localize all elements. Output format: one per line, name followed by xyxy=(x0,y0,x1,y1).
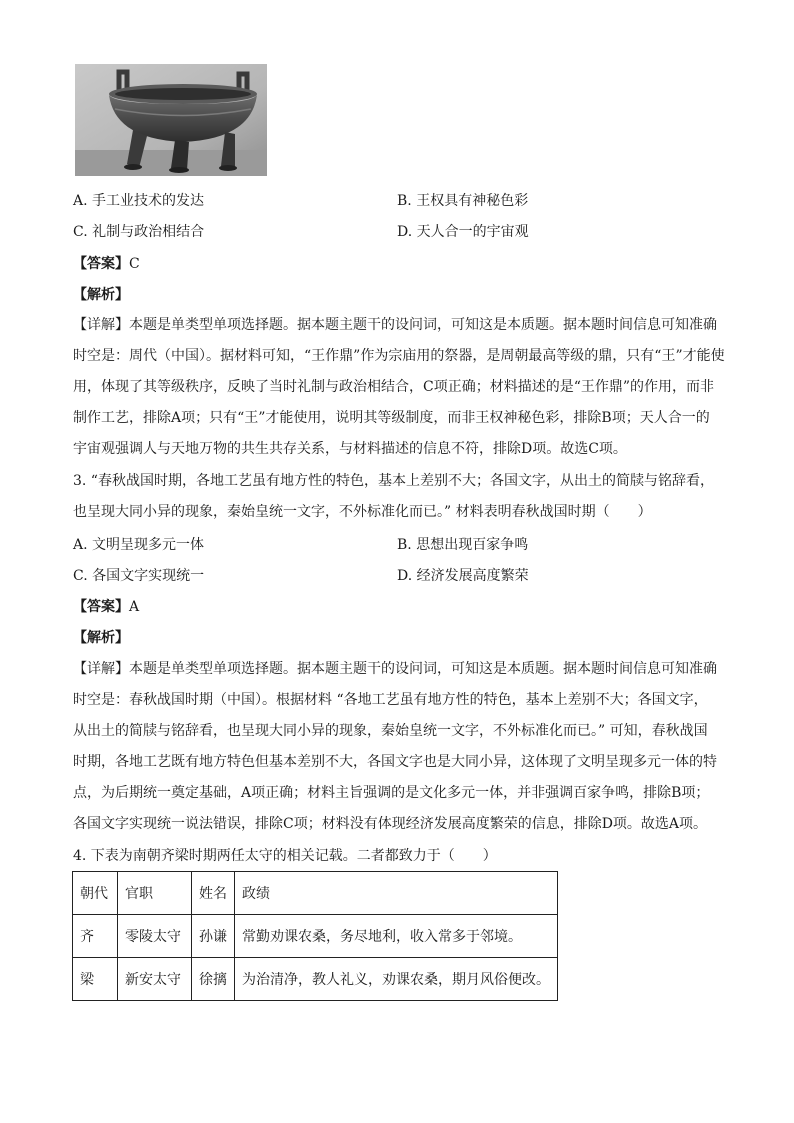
table-cell: 新安太守 xyxy=(118,958,192,1001)
q3-detail-line: 点，为后期统一奠定基础，A项正确；材料主旨强调的是文化多元一体，并非强调百家争鸣，排除B项； xyxy=(73,785,710,801)
q2-option-a: A. 手工业技术的发达 xyxy=(73,193,205,209)
header-cell: 官职 xyxy=(118,872,192,915)
q2-detail-line: 时空是：周代（中国）。据材料可知，“王作鼎”作为宗庙用的祭器，是周朝最高等级的鼎，只有“王”才能使 xyxy=(73,348,725,364)
q3-stem-line: 也呈现大同小异的现象，秦始皇统一文字，不外标准化而已。” 材料表明春秋战国时期（ ） xyxy=(73,504,652,520)
header-cell: 姓名 xyxy=(192,872,235,915)
q3-answer-value: A xyxy=(129,599,140,615)
q2-detail-line: 用，体现了其等级秩序，反映了当时礼制与政治相结合，C项正确；材料描述的是“王作鼎”的作用，而非 xyxy=(73,379,715,395)
q3-option-c: C. 各国文字实现统一 xyxy=(73,568,205,584)
q3-detail-line: 【详解】本题是单类型单项选择题。据本题主题干的设问词，可知这是本质题。据本题时间信息可知准确 xyxy=(73,661,717,677)
table-row xyxy=(73,915,558,958)
q4-stem: 4. 下表为南朝齐梁时期两任太守的相关记载。二者都致力于（ ） xyxy=(73,848,497,864)
table-cell: 梁 xyxy=(73,958,118,1001)
header-cell: 朝代 xyxy=(73,872,118,915)
q2-detail xyxy=(73,310,725,465)
table-row xyxy=(73,958,558,1001)
q3-answer xyxy=(73,597,139,617)
header-cell: 政绩 xyxy=(235,872,558,915)
q2-answer-tag: 【答案】 xyxy=(73,256,129,272)
table-cell: 零陵太守 xyxy=(118,915,192,958)
q2-answer-value: C xyxy=(129,256,140,272)
table-cell: 孙谦 xyxy=(192,915,235,958)
q4-record-table xyxy=(72,871,558,1001)
q3-detail xyxy=(73,654,725,840)
bronze-ding-photo xyxy=(75,64,267,176)
q2-option-b: B. 王权具有神秘色彩 xyxy=(397,193,529,209)
q2-detail-line: 宇宙观强调人与天地万物的共生共存关系，与材料描述的信息不符，排除D项。故选C项。 xyxy=(73,441,627,457)
q2-answer xyxy=(73,254,140,274)
q3-stem-line: 3. “春秋战国时期，各地工艺虽有地方性的特色，基本上差别不大；各国文字，从出土的简牍与铭辞看， xyxy=(73,473,714,489)
q3-detail-line: 时空是：春秋战国时期（中国）。根据材料 “各地工艺虽有地方性的特色，基本上差别不大；各国文字， xyxy=(73,692,708,708)
q2-detail-line: 制作工艺，排除A项；只有“王”才能使用，说明其等级制度，而非王权神秘色彩，排除B项；天人合一的 xyxy=(73,410,710,426)
q3-option-b: B. 思想出现百家争鸣 xyxy=(397,537,529,553)
table-cell: 徐摛 xyxy=(192,958,235,1001)
q3-answer-tag: 【答案】 xyxy=(73,599,129,615)
q3-option-a: A. 文明呈现多元一体 xyxy=(73,537,205,553)
q2-analysis-tag: 【解析】 xyxy=(73,287,129,303)
table-cell: 齐 xyxy=(73,915,118,958)
table-cell: 常勤劝课农桑，务尽地利，收入常多于邻境。 xyxy=(235,915,558,958)
q3-analysis-tag: 【解析】 xyxy=(73,630,129,646)
q2-option-c: C. 礼制与政治相结合 xyxy=(73,224,205,240)
q3-detail-line: 从出土的简牍与铭辞看，也呈现大同小异的现象，秦始皇统一文字，不外标准化而已。” 可知，春秋战国 xyxy=(73,723,708,739)
q3-option-d: D. 经济发展高度繁荣 xyxy=(397,568,529,584)
q3-detail-line: 时期，各地工艺既有地方特色但基本差别不大，各国文字也是大同小异，这体现了文明呈现多元一体的特 xyxy=(73,754,717,770)
q3-detail-line: 各国文字实现统一说法错误，排除C项；材料没有体现经济发展高度繁荣的信息，排除D项。故选A项。 xyxy=(73,816,708,832)
table-header-row xyxy=(73,872,558,915)
q2-option-d: D. 天人合一的宇宙观 xyxy=(397,224,529,240)
q3-stem xyxy=(73,466,725,528)
table-cell: 为治清净，教人礼义，劝课农桑，期月风俗便改。 xyxy=(235,958,558,1001)
q2-detail-line: 【详解】本题是单类型单项选择题。据本题主题干的设问词，可知这是本质题。据本题时间信息可知准确 xyxy=(73,317,717,333)
